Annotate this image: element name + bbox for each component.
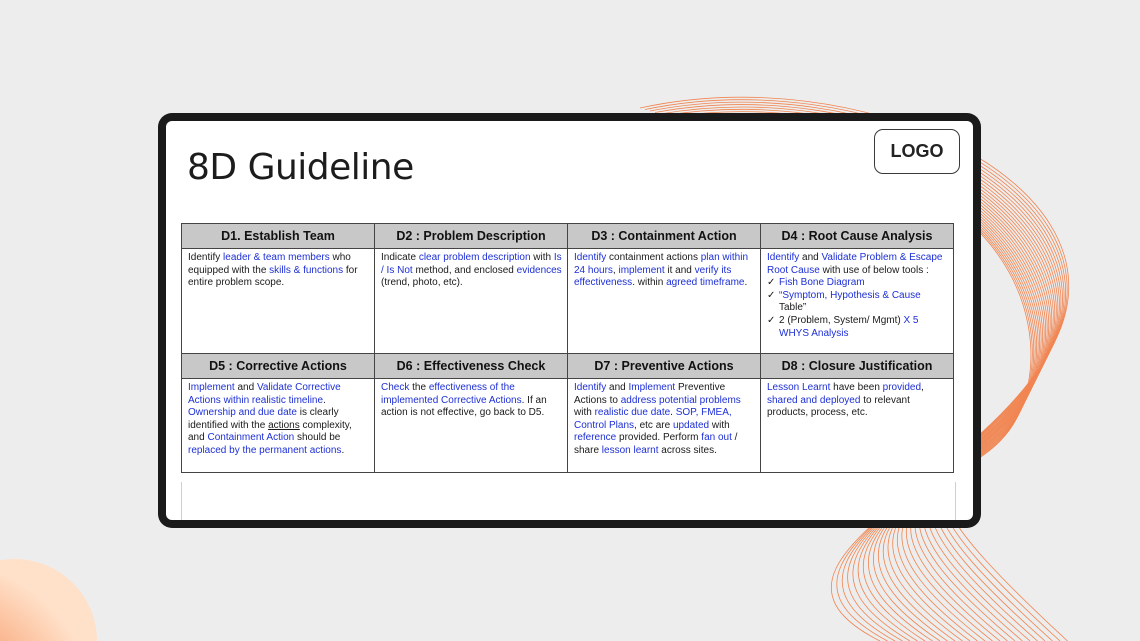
header-d5: D5 : Corrective Actions bbox=[182, 354, 375, 379]
checklist-item: ✓ 2 (Problem, System/ Mgmt) X 5 WHYS Analysis bbox=[767, 314, 919, 339]
check-icon: ✓ bbox=[767, 277, 776, 289]
header-row bbox=[182, 354, 954, 379]
orange-blob-shape bbox=[0, 559, 97, 641]
cell-d1: Identify leader & team members who equipped with the skills & functions for entire problem scope. bbox=[182, 249, 375, 354]
8d-guideline-table bbox=[181, 223, 954, 473]
cell-d3: Identify containment actions plan within 24 hours, implement it and verify its effectiveness. within agreed timeframe. bbox=[568, 249, 761, 354]
header-d1: D1. Establish Team bbox=[182, 224, 375, 249]
document-page bbox=[166, 121, 973, 520]
cell-d8: Lesson Learnt have been provided, shared and deployed to relevant products, process, etc. bbox=[761, 379, 954, 473]
cell-d5: Implement and Validate Corrective Actions within realistic timeline. Ownership and due date is clearly identified with the actions complexity, and Containment Action should be replaced by the permanent actions. bbox=[182, 379, 375, 473]
cell-d2: Indicate clear problem description with Is / Is Not method, and enclosed evidences (trend, photo, etc). bbox=[375, 249, 568, 354]
cell-d6: Check the effectiveness of the implemented Corrective Actions. If an action is not effective, go back to D5. bbox=[375, 379, 568, 473]
check-icon: ✓ bbox=[767, 314, 776, 326]
page-margin-lines bbox=[181, 482, 956, 520]
cell-d7: Identify and Implement Preventive Actions to address potential problems with realistic due date. SOP, FMEA, Control Plans, etc are updated with reference provided. Perform fan out / share lesson learnt across sites. bbox=[568, 379, 761, 473]
header-row bbox=[182, 224, 954, 249]
checklist-item: ✓ “Symptom, Hypothesis & Cause Table” bbox=[767, 289, 921, 314]
header-d4: D4 : Root Cause Analysis bbox=[761, 224, 954, 249]
header-d7: D7 : Preventive Actions bbox=[568, 354, 761, 379]
content-row bbox=[182, 379, 954, 473]
device-frame bbox=[158, 113, 981, 528]
checklist-item: ✓ Fish Bone Diagram bbox=[767, 277, 865, 289]
header-d2: D2 : Problem Description bbox=[375, 224, 568, 249]
logo-placeholder: LOGO bbox=[874, 129, 960, 174]
check-icon: ✓ bbox=[767, 289, 776, 301]
header-d3: D3 : Containment Action bbox=[568, 224, 761, 249]
cell-d4: Identify and Validate Problem & Escape Root Cause with use of below tools : ✓ Fish Bone Diagram ✓ “Symptom, Hypothesis & Cause Table” ✓ 2 (Problem, System/ Mgmt) X 5 WHYS Analysis bbox=[761, 249, 954, 354]
header-d6: D6 : Effectiveness Check bbox=[375, 354, 568, 379]
content-row bbox=[182, 249, 954, 354]
header-d8: D8 : Closure Justification bbox=[761, 354, 954, 379]
page-title: 8D Guideline bbox=[187, 147, 414, 188]
